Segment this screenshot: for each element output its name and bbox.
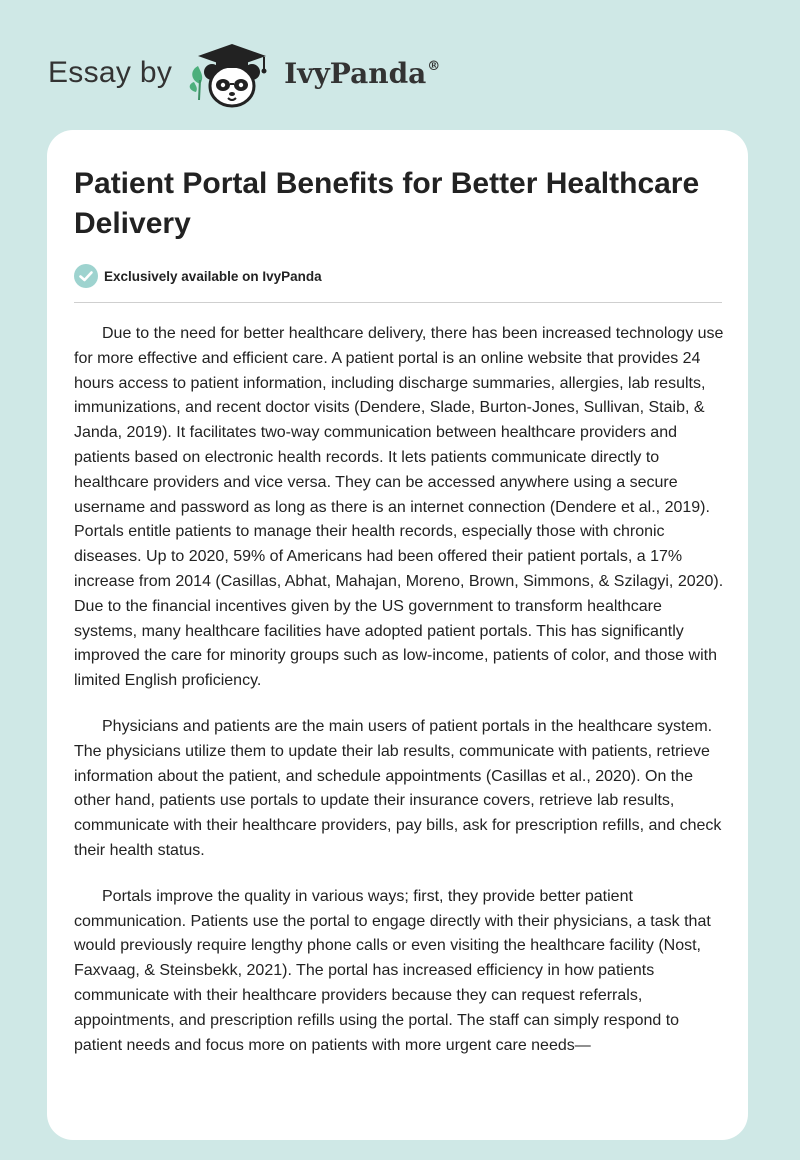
- panda-graduate-icon[interactable]: [186, 36, 278, 110]
- paragraph-3: Portals improve the quality in various ways; first, they provide better patient communication. Patients use the portal to engage directly with their physicians, a task that would previously require lengthy phone calls or even visiting the healthcare facility (Nost, Faxvaag, & Steinsbekk, 2021). The portal has increased efficiency in how patients communicate with their healthcare providers because they can request referrals, appointments, and prescription refills using the portal. The staff can simply respond to patient needs and focus more on patients with more urgent care needs—: [74, 887, 711, 1054]
- article-body: [74, 322, 726, 1079]
- site-header: [48, 36, 440, 110]
- paragraph-2: Physicians and patients are the main users of patient portals in the healthcare system. The physicians utilize them to update their lab results, communicate with patients, retrieve information about the patient, and schedule appointments (Casillas et al., 2020). On the other hand, patients use portals to update their insurance covers, retrieve lab results, communicate with their healthcare providers, pay bills, ask for prescription refills, and check their health status.: [74, 717, 722, 859]
- exclusive-badge: [74, 264, 322, 288]
- paragraph-1: Due to the need for better healthcare delivery, there has been increased technology use for more effective and efficient care. A patient portal is an online website that provides 24 hours access to patient information, including discharge summaries, allergies, lab results, immunizations, and recent doctor visits (Dendere, Slade, Burton-Jones, Sullivan, Staib, & Janda, 2019). It facilitates two-way communication between healthcare providers and patients based on electronic health records. It lets patients communicate directly to healthcare providers and vice versa. They can be accessed anywhere using a secure username and password as long as there is an internet connection (Dendere et al., 2019). Portals entitle patients to manage their health records, especially those with chronic diseases. Up to 2020, 59% of Americans had been offered their patient portals, a 17% increase from 2014 (Casillas, Abhat, Mahajan, Moreno, Brown, Simmons, & Szilagyi, 2020). Due to the financial incentives given by the US government to transform healthcare systems, many healthcare facilities have adopted patient portals. This has significantly improved the care for minority groups such as low-income, patients of color, and those with limited English proficiency.: [74, 325, 724, 690]
- registered-mark: ®: [427, 58, 441, 74]
- brand-name[interactable]: [284, 57, 440, 90]
- article-title: Patient Portal Benefits for Better Healthcare Delivery: [74, 167, 700, 240]
- divider: [74, 302, 722, 303]
- article-card: [47, 130, 748, 1140]
- exclusive-badge-text: Exclusively available on IvyPanda: [104, 268, 322, 284]
- essay-by-label: Essay by: [48, 56, 173, 89]
- check-circle-icon: [74, 264, 98, 288]
- brand-text: IvyPanda: [284, 56, 427, 90]
